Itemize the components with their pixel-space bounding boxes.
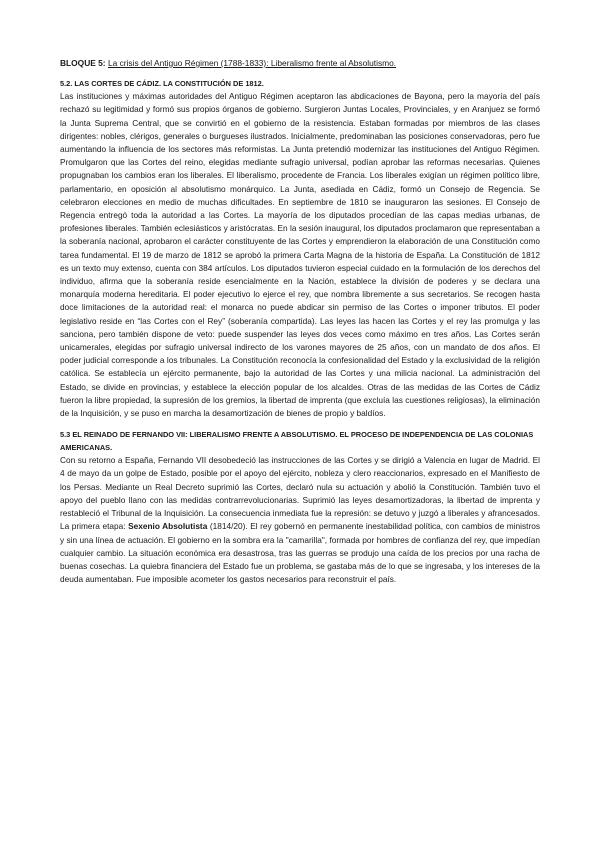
- section-paragraph-5-3: [60, 454, 540, 586]
- paragraph-text-start: Con su retorno a España, Fernando VII desobedeció las instrucciones de las Cortes y se dirigió a Valencia en lugar de Madrid. El 4 de mayo da un golpe de Estado, posible por el apoyo del ejército, nobleza y clero reaccionarios, expresado en el Manifiesto de los Persas. Mediante un Real Decreto suprimió las Cortes, declaró nula su actuación y abolió la Constitución. También tuvo el apoyo del pueblo llano con las medidas contrarrevolucionarias. Suprimió las leyes desamortizadoras, la libertad de imprenta y restableció el Tribunal de la Inquisición. La consecuencia inmediata fue la represión: se detuvo y juzgó a liberales y afrancesados. La primera etapa:: [60, 455, 540, 532]
- section-heading-5-3: 5.3 EL REINADO DE FERNANDO VII: LIBERALISMO FRENTE A ABSOLUTISMO. EL PROCESO DE INDEPENDENCIA DE LAS COLONIAS AMERICANAS.: [60, 430, 534, 453]
- paragraph-text-end: (1814/20). El rey gobernó en permanente inestabilidad política, con cambios de ministros y sin una línea de actuación. El gobierno en la sombra era la "camarilla", formada por hombres de confianza del rey, que impedían cualquier cambio. La situación económica era desastrosa, tras las guerras se produjo una caída de los precios por una racha de buenas cosechas. La quiebra financiera del Estado fue un problema, se gastaba más de lo que se ingresaba, y los intereses de la deuda aumentaban. Fue imposible acometer los gastos necesarios para reconstruir el país.: [60, 521, 540, 585]
- bloque-header: [60, 57, 540, 70]
- section-heading-5-2: 5.2. LAS CORTES DE CÁDIZ. LA CONSTITUCIÓN DE 1812.: [60, 79, 264, 89]
- bold-term-sexenio: Sexenio Absolutista: [128, 521, 208, 532]
- bloque-title: La crisis del Antiguo Régimen (1788-1833): Liberalismo frente al Absolutismo.: [107, 58, 397, 68]
- bloque-label: BLOQUE 5:: [60, 58, 106, 68]
- section-paragraph-5-2: Las instituciones y máximas autoridades del Antiguo Régimen aceptaron las abdicaciones de Bayona, pero la mayoría del país rechazó su legitimidad y formó sus propios órganos de gobierno. Surgieron Juntas Locales, Provinciales, y en Aranjuez se formó la Junta Suprema Central, que se convirtió en el gobierno de la resistencia. Estaban formadas por miembros de las clases dirigentes: nobles, clérigos, generales o burgueses ilustrados. Inicialmente, predominaban las posiciones conservadoras, pero fue aumentando la influencia de los sectores más reformistas. La Junta pretendió modernizar las instituciones del Antiguo Régimen. Promulgaron que las Cortes del reino, elegidas mediante sufragio universal, podían aprobar las reformas necesarias. Quienes propugnaban los cambios eran los liberales. El liberalismo, procedente de Francia. Los liberales exigían un régimen político libre, parlamentario, en oposición al absolutismo monárquico. La Junta, asediada en Cádiz, formó un Consejo de Regencia. Se celebraron elecciones en medio de muchas dificultades. En septiembre de 1810 se inauguraron las sesiones. El Consejo de Regencia entregó toda la autoridad a las Cortes. La mayoría de los diputados procedían de las capas medias urbanas, de profesiones liberales. También eclesiásticos y aristócratas. En la sesión inaugural, los diputados proclamaron que representaban a la soberanía nacional, aprobaron el carácter constituyente de las Cortes y emprendieron la elaboración de una Constitución como tarea fundamental. El 19 de marzo de 1812 se aprobó la primera Carta Magna de la historia de España. La Constitución de 1812 es un texto muy extenso, cuenta con 384 artículos. Los diputados tuvieron especial cuidado en la formulación de los derechos del individuo, afirma que la soberanía reside esencialmente en la Nación, establece la división de poderes y se declara una monarquía moderna hereditaria. El poder ejecutivo lo ejerce el rey, que nombra libremente a sus secretarios. Se recogen hasta doce limitaciones de la autoridad real: el monarca no puede abdicar sin permiso de las Cortes o imponer tributos. El poder legislativo reside en “las Cortes con el Rey” (soberanía compartida). Las leyes las hacen las Cortes y el rey las promulga y las sanciona, pero también dispone de veto: puede suspender las leyes dos veces como máximo en tres años. Las Cortes serán unicamerales, elegidas por sufragio universal indirecto de los varones mayores de 25 años, con un mandato de dos años. El poder judicial corresponde a los tribunales. La Constitución reconocía la confesionalidad del Estado y la exclusividad de la religión católica. Se establecía un ejército permanente, bajo la autoridad de las Cortes y una milicia nacional. La administración del Estado, se divide en provincias, y establece la elección popular de los alcaldes. Otras de las medidas de las Cortes de Cádiz fueron la libre propiedad, la supresión de los gremios, la libertad de imprenta (que excluía las cuestiones religiosas), la eliminación de la Inquisición, y se puso en marcha la desamortización de bienes de propio y baldíos.: [60, 91, 540, 419]
